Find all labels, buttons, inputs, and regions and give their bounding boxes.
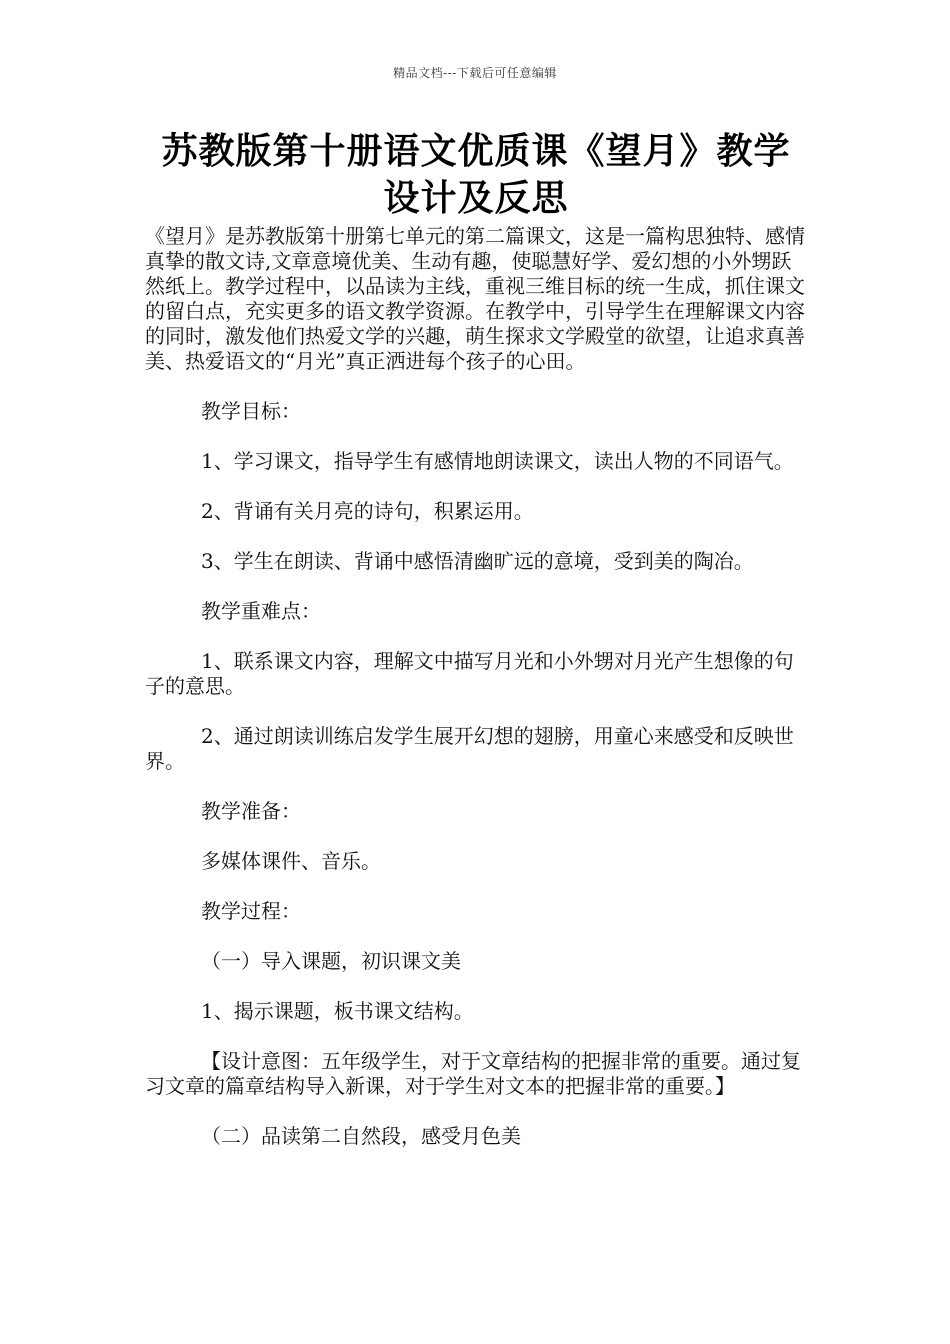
- document-body: [145, 224, 807, 1174]
- key-point-item: 1、联系课文内容，理解文中描写月光和小外甥对月光产生想像的句子的意思。: [145, 649, 794, 698]
- process-step-heading: （一）导入课题，初识课文美: [201, 949, 461, 973]
- objective-item: 1、学习课文，指导学生有感情地朗读课文，读出人物的不同语气。: [201, 449, 794, 473]
- key-point-item: 2、通过朗读训练启发学生展开幻想的翅膀，用童心来感受和反映世界。: [145, 724, 794, 773]
- section-heading-preparation: 教学准备：: [201, 799, 301, 823]
- preparation-item: 多媒体课件、音乐。: [201, 849, 381, 873]
- section-heading-key-points: 教学重难点：: [201, 599, 321, 623]
- intro-paragraph: 《望月》是苏教版第十册第七单元的第二篇课文，这是一篇构思独特、感情真挚的散文诗,文章意境优美、生动有趣，使聪慧好学、爱幻想的小外甥跃然纸上。教学过程中，以品读为主线，重视三维目标的统一生成，抓住课文的留白点，充实更多的语文教学资源。在教学中，引导学生在理解课文内容的同时，激发他们热爱文学的兴趣，萌生探求文学殿堂的欲望，让追求真善美、热爱语文的“月光”真正洒进每个孩子的心田。: [145, 224, 805, 373]
- process-item: 1、揭示课题，板书课文结构。: [201, 999, 474, 1023]
- page-header: 精品文档---下载后可任意编辑: [393, 66, 557, 80]
- objective-item: 2、背诵有关月亮的诗句，积累运用。: [201, 499, 534, 523]
- section-heading-objectives: 教学目标：: [201, 399, 301, 423]
- process-step-heading: （二）品读第二自然段，感受月色美: [201, 1124, 521, 1148]
- objective-item: 3、学生在朗读、背诵中感悟清幽旷远的意境，受到美的陶冶。: [201, 549, 754, 573]
- section-heading-process: 教学过程：: [201, 899, 301, 923]
- design-intent-note: 【设计意图：五年级学生，对于文章结构的把握非常的重要。通过复习文章的篇章结构导入新课，对于学生对文本的把握非常的重要。】: [145, 1049, 801, 1098]
- document-title: 苏教版第十册语文优质课《望月》教学设计及反思: [161, 130, 791, 219]
